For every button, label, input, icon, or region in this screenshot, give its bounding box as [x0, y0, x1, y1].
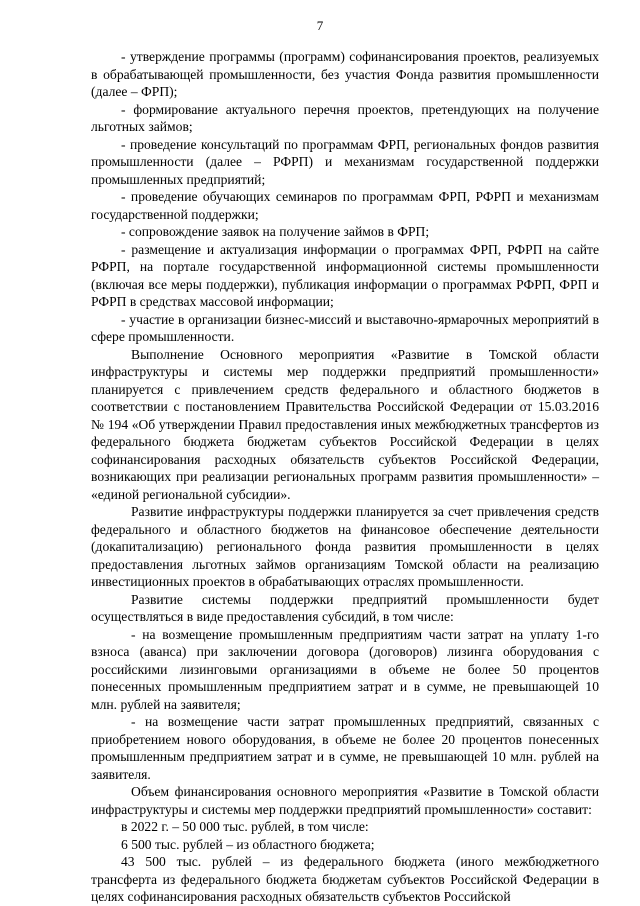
document-body: [91, 48, 599, 906]
paragraph: - на возмещение промышленным предприятиям части затрат на уплату 1-го взноса (аванса) при заключении договора (договоров) лизинга оборудования с российскими лизинговыми организациями в объеме не более 50 процентов понесенных промышленным предприятием затрат и в сумме, не превышающей 10 млн. рублей на заявителя;: [91, 626, 599, 712]
paragraph: - сопровождение заявок на получение займов в ФРП;: [121, 224, 430, 239]
page-number: 7: [316, 18, 324, 33]
paragraph: 43 500 тыс. рублей – из федерального бюджета (иного межбюджетного трансферта из федерального бюджета бюджетам субъектов Российской Федерации в целях софинансирования расходных обязательств субъектов Российской: [91, 854, 599, 904]
paragraph: - на возмещение части затрат промышленных предприятий, связанных с приобретением нового оборудования, в объеме не более 20 процентов понесенных промышленным предприятием затрат и в сумме, не превышающей 10 млн. рублей на заявителя.: [91, 714, 599, 782]
paragraph: - проведение обучающих семинаров по программам ФРП, РФРП и механизмам государственной поддержки;: [91, 189, 599, 222]
paragraph: в 2022 г. – 50 000 тыс. рублей, в том числе:: [121, 819, 369, 834]
paragraph: - утверждение программы (программ) софинансирования проектов, реализуемых в обрабатывающей промышленности, без участия Фонда развития промышленности (далее – ФРП);: [91, 49, 599, 99]
paragraph: Выполнение Основного мероприятия «Развитие в Томской области инфраструктуры и системы мер поддержки предприятий промышленности» планируется с привлечением средств федерального и областного бюджетов в соответствии с постановлением Правительства Российской Федерации от 15.03.2016 № 194 «Об утверждении Правил предоставления иных межбюджетных трансфертов из федерального бюджета бюджетам субъектов Российской Федерации в целях софинансирования расходных обязательств субъектов Российской Федерации, возникающих при реализации региональных программ развития промышленности» – «единой региональной субсидии».: [91, 346, 599, 502]
paragraph: Объем финансирования основного мероприятия «Развитие в Томской области инфраструктуры и системы мер поддержки предприятий промышленности» составит:: [91, 784, 599, 817]
paragraph: 6 500 тыс. рублей – из областного бюджета;: [121, 836, 375, 852]
paragraph: - проведение консультаций по программам ФРП, региональных фондов развития промышленности (далее – РФРП) и механизмам государственной поддержки промышленных предприятий;: [91, 136, 599, 187]
paragraph: Развитие инфраструктуры поддержки планируется за счет привлечения средств федерального и областного бюджетов на финансовое обеспечение деятельности (докапитализацию) регионального фонда развития промышленности в целях предоставления льготных займов организациям Томской области на реализацию инвестиционных проектов в обрабатывающих отраслях промышленности.: [91, 504, 599, 589]
paragraph: - участие в организации бизнес-миссий и выставочно-ярмарочных мероприятий в сфере промышленности.: [91, 311, 599, 344]
paragraph: - формирование актуального перечня проектов, претендующих на получение льготных займов;: [91, 101, 599, 134]
paragraph: Развитие системы поддержки предприятий промышленности будет осуществляться в виде предоставления субсидий, в том числе:: [91, 591, 599, 624]
paragraph: - размещение и актуализация информации о программах ФРП, РФРП на сайте РФРП, на портале государственной информационной системы промышленности (включая все меры поддержки), публикация информации о программах РФРП, ФРП и РФРП в средствах массовой информации;: [91, 241, 599, 309]
